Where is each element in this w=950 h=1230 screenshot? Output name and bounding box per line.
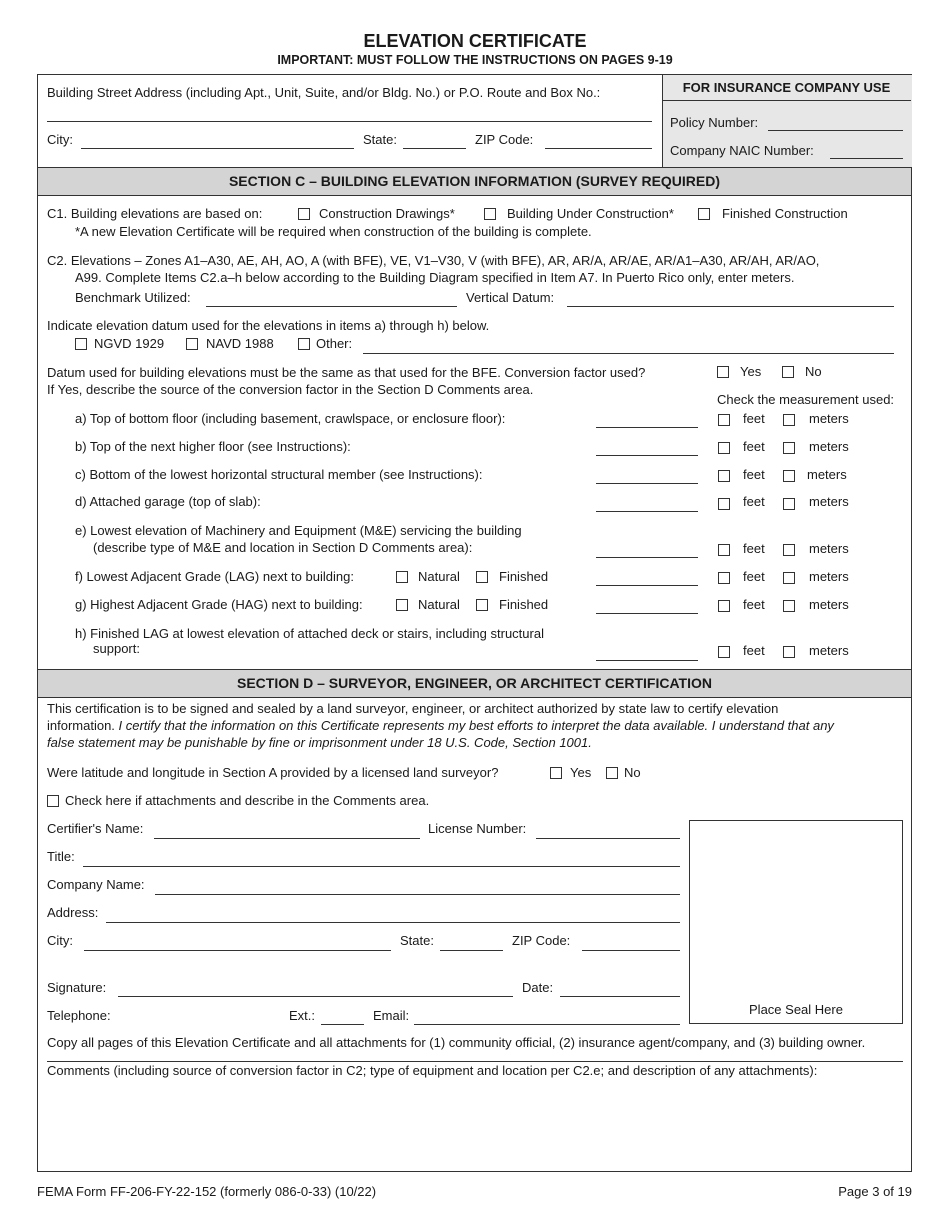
measurement-instruction: Check the measurement used: [717,392,895,407]
item-f-finished-label: Finished [499,569,549,584]
comments-label: Comments (including source of conversion factor in C2; type of equipment and location per C2.e; and description of any attachments): [47,1063,818,1078]
d-zip-label: ZIP Code: [512,933,571,948]
item-f-finished-checkbox[interactable] [476,571,488,583]
other-datum-label: Other: [316,336,353,351]
certification-line-3: false statement may be punishable by fine or imprisonment under 18 U.S. Code, Section 1001. [47,735,592,750]
seal-label: Place Seal Here [749,1002,843,1017]
item-b-meters-checkbox[interactable] [783,442,795,454]
item-a-field[interactable] [596,427,698,428]
conversion-question: Datum used for building elevations must be the same as that used for the BFE. Conversion factor used? [47,365,646,380]
item-a-label: a) Top of bottom floor (including basement, crawlspace, or enclosure floor): [75,411,506,426]
item-e-feet-checkbox[interactable] [718,544,730,556]
latlong-question: Were latitude and longitude in Section A provided by a licensed land surveyor? [47,765,499,780]
item-d-field[interactable] [596,511,698,512]
item-f-meters-checkbox[interactable] [783,572,795,584]
latlong-yes-label: Yes [570,765,592,780]
certifier-name-label: Certifier's Name: [47,821,144,836]
city-label: City: [47,132,73,147]
license-number-field[interactable] [536,838,680,839]
item-f-label: f) Lowest Adjacent Grade (LAG) next to building: [75,569,354,584]
item-f-feet-checkbox[interactable] [718,572,730,584]
signature-label: Signature: [47,980,107,995]
conversion-yes-checkbox[interactable] [717,366,729,378]
item-h-label: h) Finished LAG at lowest elevation of attached deck or stairs, including structural [75,626,544,641]
item-g-meters-checkbox[interactable] [783,600,795,612]
divider [47,1061,903,1062]
benchmark-label: Benchmark Utilized: [75,290,191,305]
item-a-meters-label: meters [809,411,849,426]
vertical-datum-label: Vertical Datum: [466,290,555,305]
zip-field[interactable] [545,148,652,149]
signature-field[interactable] [118,996,513,997]
item-c-meters-checkbox[interactable] [783,470,795,482]
copy-note: Copy all pages of this Elevation Certificate and all attachments for (1) community official, (2) insurance agent/company, and (3) building owner. [47,1035,866,1050]
conversion-note: If Yes, describe the source of the conversion factor in the Section D Comments area. [47,382,534,397]
d-state-label: State: [400,933,434,948]
company-name-label: Company Name: [47,877,145,892]
finished-construction-checkbox[interactable] [698,208,710,220]
ngvd-1929-label: NGVD 1929 [94,336,165,351]
naic-number-label: Company NAIC Number: [670,143,814,158]
item-e-field[interactable] [596,557,698,558]
item-g-label: g) Highest Adjacent Grade (HAG) next to building: [75,597,363,612]
under-construction-checkbox[interactable] [484,208,496,220]
attachments-label: Check here if attachments and describe in the Comments area. [65,793,430,808]
item-g-field[interactable] [596,613,698,614]
c1-label: C1. Building elevations are based on: [47,206,263,221]
item-e-label: e) Lowest elevation of Machinery and Equipment (M&E) servicing the building [75,523,522,538]
item-f-meters-label: meters [809,569,849,584]
d-city-label: City: [47,933,73,948]
ext-label: Ext.: [289,1008,316,1023]
item-e-label-2: (describe type of M&E and location in Section D Comments area): [93,540,473,555]
item-b-label: b) Top of the next higher floor (see Instructions): [75,439,351,454]
certification-line-2 [47,718,834,733]
item-b-field[interactable] [596,455,698,456]
policy-number-field[interactable] [768,130,903,131]
item-c-meters-label: meters [807,467,847,482]
item-g-feet-checkbox[interactable] [718,600,730,612]
item-d-meters-checkbox[interactable] [783,498,795,510]
title-label: Title: [47,849,75,864]
item-e-meters-label: meters [809,541,849,556]
section-d-heading: SECTION D – SURVEYOR, ENGINEER, OR ARCHITECT CERTIFICATION [38,669,911,698]
item-a-feet-checkbox[interactable] [718,414,730,426]
other-datum-field[interactable] [363,353,894,354]
conversion-no-label: No [805,364,822,379]
certifier-name-field[interactable] [154,838,420,839]
email-label: Email: [373,1008,410,1023]
section-c-heading: SECTION C – BUILDING ELEVATION INFORMATION (SURVEY REQUIRED) [38,167,911,196]
item-h-meters-label: meters [809,643,849,658]
item-b-feet-checkbox[interactable] [718,442,730,454]
item-d-label: d) Attached garage (top of slab): [75,494,261,509]
item-b-feet-label: feet [743,439,765,454]
item-d-feet-label: feet [743,494,765,509]
email-field[interactable] [414,1024,680,1025]
page-number: Page 3 of 19 [838,1184,912,1199]
certification-line-2a: information. [47,718,119,733]
construction-drawings-checkbox[interactable] [298,208,310,220]
c2-line-1: C2. Elevations – Zones A1–A30, AE, AH, AO, A (with BFE), VE, V1–V30, V (with BFE), AR, AR/A, AR/AE, AR/A1–A30, AR/AH, AR/AO, [47,253,820,268]
conversion-no-checkbox[interactable] [782,366,794,378]
ngvd-1929-checkbox[interactable] [75,338,87,350]
page-subtitle: IMPORTANT: MUST FOLLOW THE INSTRUCTIONS ON PAGES 9-19 [277,53,673,67]
vertical-datum-field[interactable] [567,306,894,307]
street-address-label: Building Street Address (including Apt., Unit, Suite, and/or Bldg. No.) or P.O. Route and Box No.: [47,85,601,100]
finished-construction-label: Finished Construction [722,206,848,221]
page-title: ELEVATION CERTIFICATE [363,31,587,51]
item-h-field[interactable] [596,660,698,661]
datum-instruction: Indicate elevation datum used for the elevations in items a) through h) below. [47,318,490,333]
d-zip-field[interactable] [582,950,680,951]
state-field[interactable] [403,148,466,149]
item-e-meters-checkbox[interactable] [783,544,795,556]
date-field[interactable] [560,996,680,997]
insurance-heading: FOR INSURANCE COMPANY USE [682,80,891,95]
item-h-meters-checkbox[interactable] [783,646,795,658]
item-c-feet-label: feet [743,467,765,482]
street-address-field[interactable] [47,121,652,122]
item-c-label: c) Bottom of the lowest horizontal structural member (see Instructions): [75,467,483,482]
item-g-finished-checkbox[interactable] [476,599,488,611]
comments-area[interactable] [47,1082,903,1168]
item-h-feet-label: feet [743,643,765,658]
state-label: State: [363,132,397,147]
seal-box[interactable] [689,820,903,1024]
d-city-field[interactable] [84,950,391,951]
item-f-natural-checkbox[interactable] [396,571,408,583]
item-d-feet-checkbox[interactable] [718,498,730,510]
c1-note: *A new Elevation Certificate will be required when construction of the building is complete. [75,224,592,239]
navd-1988-label: NAVD 1988 [206,336,274,351]
certification-line-1: This certification is to be signed and sealed by a land surveyor, engineer, or architect authorized by state law to certify elevation [47,701,779,716]
form-id: FEMA Form FF-206-FY-22-152 (formerly 086-0-33) (10/22) [37,1184,377,1199]
other-datum-checkbox[interactable] [298,338,310,350]
item-a-meters-checkbox[interactable] [783,414,795,426]
item-g-finished-label: Finished [499,597,549,612]
city-field[interactable] [81,148,354,149]
item-c-field[interactable] [596,483,698,484]
ext-field[interactable] [321,1024,364,1025]
benchmark-field[interactable] [206,306,457,307]
license-number-label: License Number: [428,821,527,836]
item-b-meters-label: meters [809,439,849,454]
naic-number-field[interactable] [830,158,903,159]
item-a-feet-label: feet [743,411,765,426]
d-state-field[interactable] [440,950,503,951]
item-g-natural-checkbox[interactable] [396,599,408,611]
item-h-label-2: support: [93,641,140,656]
address-label: Address: [47,905,99,920]
item-f-natural-label: Natural [418,569,460,584]
item-d-meters-label: meters [809,494,849,509]
latlong-no-checkbox[interactable] [606,767,618,779]
item-h-feet-checkbox[interactable] [718,646,730,658]
attachments-checkbox[interactable] [47,795,59,807]
item-f-field[interactable] [596,585,698,586]
conversion-yes-label: Yes [740,364,762,379]
date-label: Date: [522,980,554,995]
title-field[interactable] [83,866,680,867]
latlong-no-label: No [624,765,641,780]
item-c-feet-checkbox[interactable] [718,470,730,482]
c2-line-2: A99. Complete Items C2.a–h below according to the Building Diagram specified in Item A7. In Puerto Rico only, enter meters. [75,270,795,285]
policy-number-label: Policy Number: [670,115,759,130]
telephone-label: Telephone: [47,1008,111,1023]
latlong-yes-checkbox[interactable] [550,767,562,779]
item-g-natural-label: Natural [418,597,460,612]
item-f-feet-label: feet [743,569,765,584]
certification-line-2b: I certify that the information on this Certificate represents my best efforts to interpret the data available. I understand that any [118,718,834,733]
item-e-feet-label: feet [743,541,765,556]
item-g-meters-label: meters [809,597,849,612]
divider [662,100,911,101]
company-name-field[interactable] [155,894,680,895]
address-field[interactable] [106,922,680,923]
construction-drawings-label: Construction Drawings* [319,206,455,221]
under-construction-label: Building Under Construction* [507,206,674,221]
navd-1988-checkbox[interactable] [186,338,198,350]
item-g-feet-label: feet [743,597,765,612]
zip-label: ZIP Code: [475,132,534,147]
